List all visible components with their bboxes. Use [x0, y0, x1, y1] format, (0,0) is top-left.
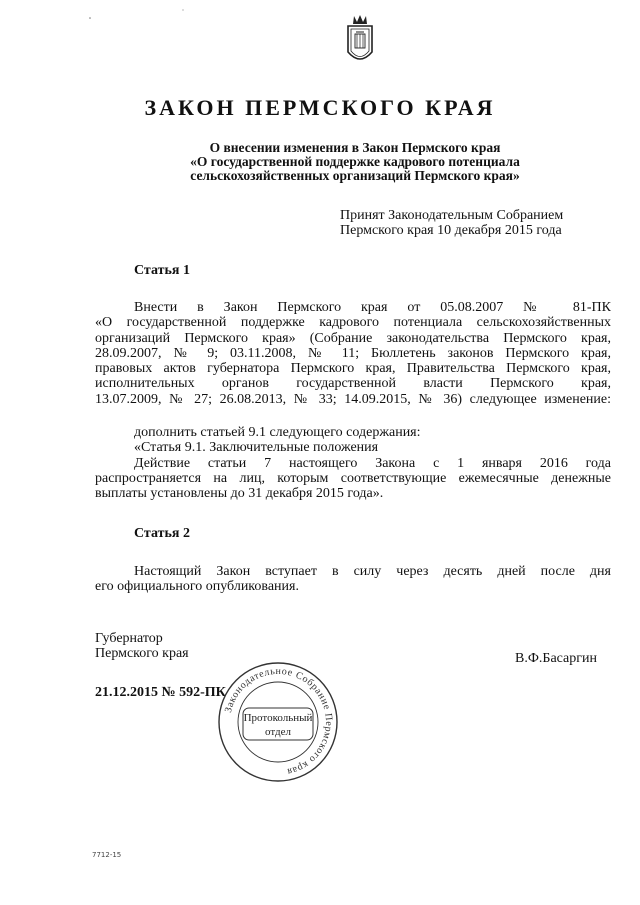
stamp-ring-text: Законодательное Собрание Пермского края [223, 665, 335, 778]
adoption-line: Принят Законодательным Собранием [340, 208, 564, 223]
paragraph-line: исполнительных органов государственной власти Пермского края, [95, 376, 611, 392]
article-2-heading: Статья 2 [134, 526, 190, 541]
paragraph-line: его официального опубликования. [95, 579, 299, 595]
paragraph-line: организаций Пермского края» (Собрание законодательства Пермского края, [95, 330, 611, 346]
footer-code: 7712-15 [92, 851, 122, 859]
paragraph-line: правовых актов губернатора Пермского края, Правительства Пермского края, [95, 361, 611, 377]
coat-of-arms-icon [343, 12, 377, 68]
paragraph-line: Действие статьи 7 настоящего Закона с 1 января 2016 года [134, 455, 611, 471]
adoption-line: Пермского края 10 декабря 2015 года [340, 223, 562, 238]
stamp-center-line: Протокольный [243, 712, 313, 724]
subtitle-line: «О государственной поддержке кадрового потенциала [190, 154, 520, 169]
document-title: ЗАКОН ПЕРМСКОГО КРАЯ [144, 95, 496, 120]
paragraph-line: распространяется на лиц, которым соответствующие ежемесячные денежные [95, 470, 611, 486]
article-2-paragraph [95, 564, 611, 595]
office-stamp [216, 660, 340, 784]
new-article-title: «Статья 9.1. Заключительные положения [134, 440, 379, 456]
article-1-amendment [95, 425, 611, 501]
stamp-center-line: отдел [265, 726, 291, 738]
supplement-line: дополнить статьей 9.1 следующего содержания: [134, 425, 421, 440]
position-line: Губернатор [95, 631, 163, 646]
signatory-name: В.Ф.Басаргин [515, 651, 597, 666]
paragraph-line: «О государственной поддержке кадрового потенциала сельскохозяйственных [95, 315, 611, 331]
position-line: Пермского края [95, 646, 189, 661]
signatory-position [95, 631, 189, 661]
article-1-heading: Статья 1 [134, 263, 190, 278]
adoption-note [340, 208, 590, 238]
paragraph-line: выплаты установлены до 31 декабря 2015 года». [95, 486, 384, 502]
subtitle-line: сельскохозяйственных организаций Пермского края» [190, 168, 520, 183]
paragraph-line: 13.07.2009, № 27; 26.08.2013, № 33; 14.09.2015, № 36) следующее изменение: [95, 391, 611, 407]
paragraph-line: Настоящий Закон вступает в силу через десять дней после дня [134, 564, 611, 579]
date-and-number: 21.12.2015 № 592-ПК [95, 685, 226, 700]
subtitle-line: О внесении изменения в Закон Пермского края [209, 140, 501, 155]
article-1-paragraph [95, 300, 611, 407]
new-article-text [95, 456, 611, 502]
paragraph-line: 28.09.2007, № 9; 03.11.2008, № 11; Бюллетень законов Пермского края, [95, 345, 611, 361]
paragraph-line: Внести в Закон Пермского края от 05.08.2007 № 81-ПК [134, 300, 611, 315]
document-subtitle [150, 141, 560, 183]
